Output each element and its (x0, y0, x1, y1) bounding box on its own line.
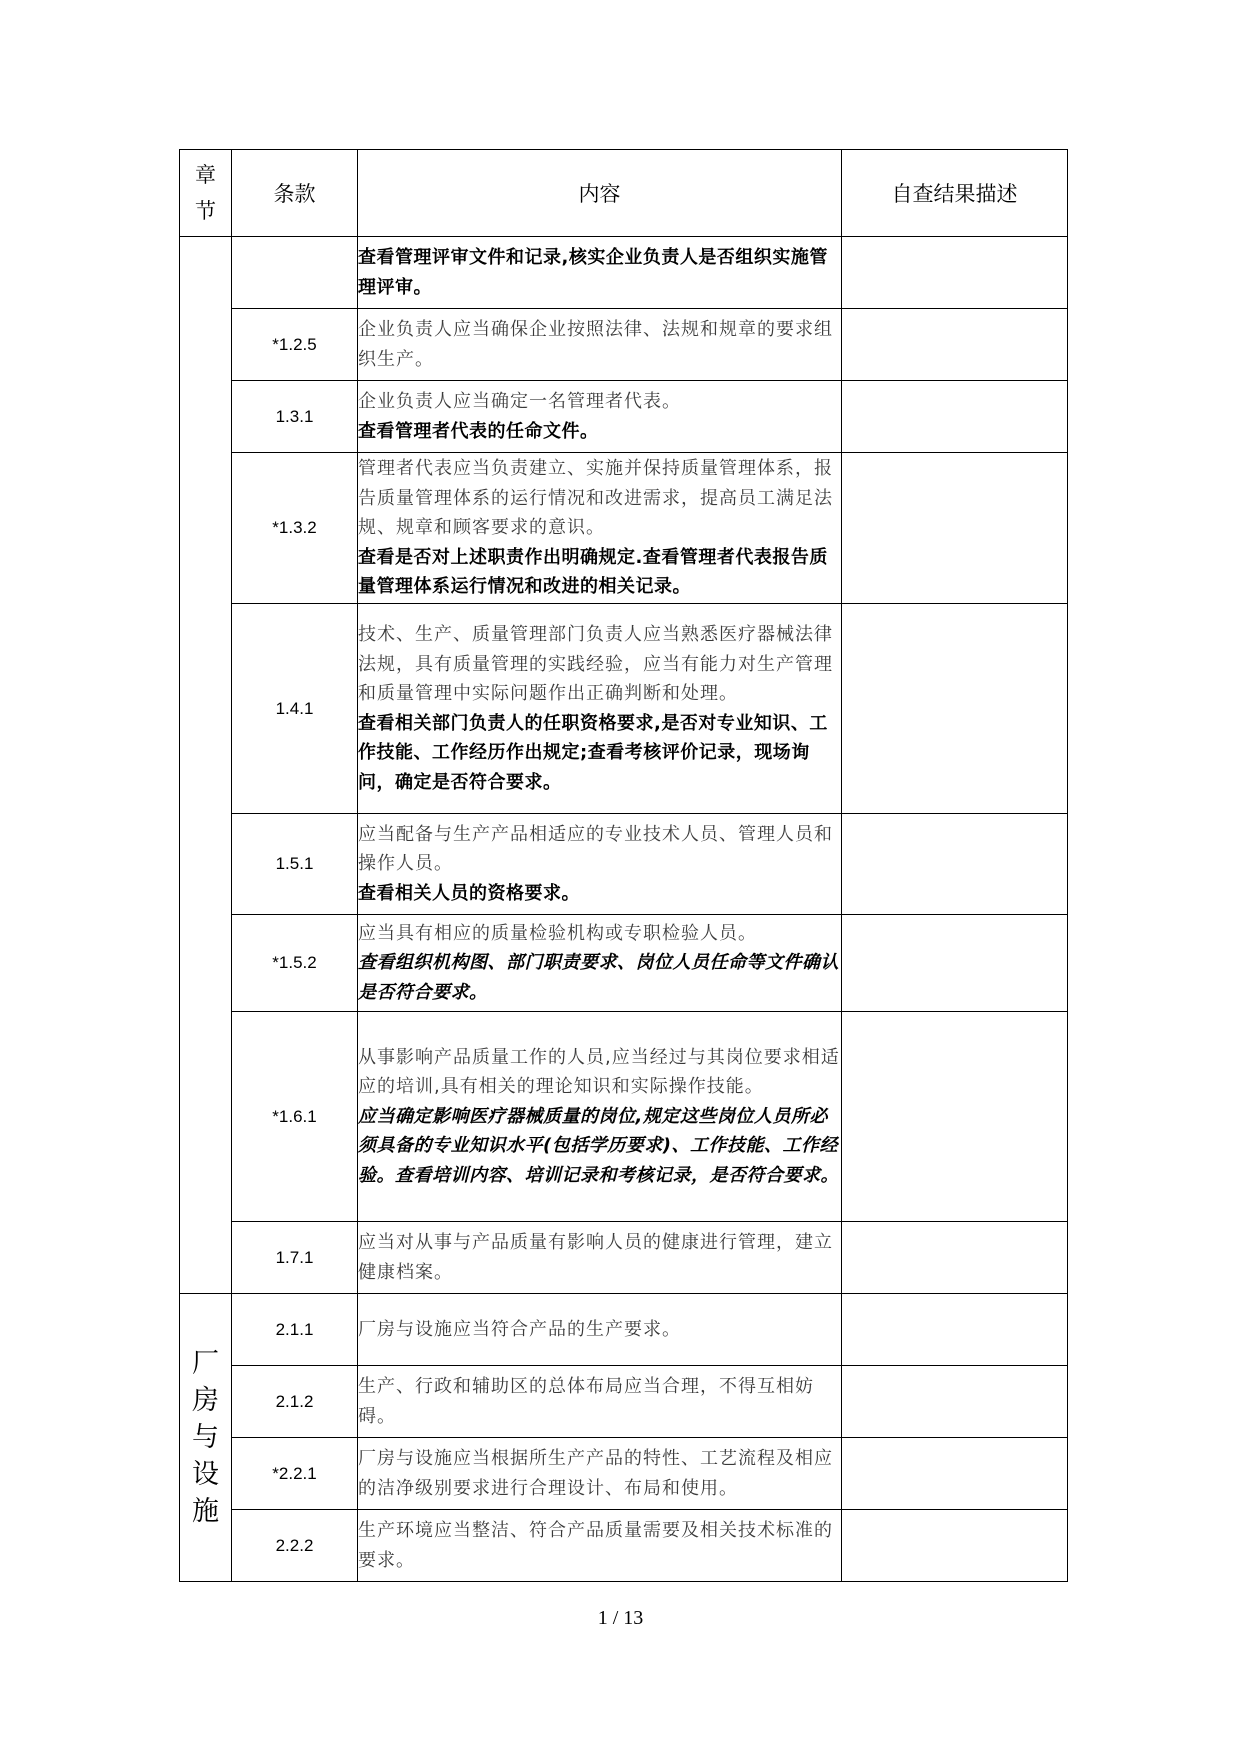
check-text: 应当确定影响医疗器械质量的岗位,规定这些岗位人员所必须具备的专业知识水平(包括学历要求)、工作技能、工作经验。查看培训内容、培训记录和考核记录，是否符合要求。 (358, 1105, 839, 1186)
result-cell[interactable] (842, 381, 1068, 453)
chapter-char: 与 (192, 1422, 219, 1453)
content-cell (358, 453, 842, 604)
header-clause: 条款 (232, 150, 358, 237)
content-cell (358, 1012, 842, 1222)
requirement-text: 企业负责人应当确定一名管理者代表。 (358, 391, 681, 412)
table-row (180, 237, 1068, 309)
chapter-char: 设 (192, 1459, 219, 1490)
table-row (180, 1294, 1068, 1366)
requirement-text: 应当对从事与产品质量有影响人员的健康进行管理，建立健康档案。 (358, 1232, 833, 1283)
clause-cell: 2.1.1 (232, 1294, 358, 1366)
clause-cell: *2.2.1 (232, 1438, 358, 1510)
content-cell (358, 381, 842, 453)
requirement-text: 应当具有相应的质量检验机构或专职检验人员。 (358, 922, 757, 944)
check-text: 查看相关人员的资格要求。 (358, 882, 580, 904)
table-row (180, 1510, 1068, 1582)
check-text: 查看是否对上述职责作出明确规定.查看管理者代表报告质量管理体系运行情况和改进的相关记录。 (358, 546, 828, 598)
content-cell (358, 604, 842, 814)
chapter-char: 厂 (192, 1348, 219, 1379)
content-cell (358, 814, 842, 915)
chapter-char: 施 (192, 1496, 219, 1527)
result-cell[interactable] (842, 1438, 1068, 1510)
table-row (180, 381, 1068, 453)
chapter-cell-facilities (180, 1294, 232, 1582)
header-chapter (180, 150, 232, 237)
requirement-text: 厂房与设施应当符合产品的生产要求。 (358, 1318, 681, 1340)
table-row (180, 1222, 1068, 1294)
content-cell (358, 237, 842, 309)
table-row (180, 814, 1068, 915)
result-cell[interactable] (842, 814, 1068, 915)
result-cell[interactable] (842, 1510, 1068, 1582)
result-cell[interactable] (842, 915, 1068, 1012)
table-row (180, 309, 1068, 381)
content-cell (358, 1510, 842, 1582)
result-cell[interactable] (842, 1294, 1068, 1366)
table-row (180, 1012, 1068, 1222)
chapter-cell-1 (180, 237, 232, 1294)
clause-cell: *1.2.5 (232, 309, 358, 381)
clause-cell: *1.5.2 (232, 915, 358, 1012)
clause-cell: 2.2.2 (232, 1510, 358, 1582)
check-text: 查看相关部门负责人的任职资格要求,是否对专业知识、工作技能、工作经历作出规定;查看考核评价记录，现场询问，确定是否符合要求。 (358, 712, 828, 793)
content-cell (358, 1294, 842, 1366)
requirement-text: 企业负责人应当确保企业按照法律、法规和规章的要求组织生产。 (358, 319, 833, 370)
table-row (180, 1438, 1068, 1510)
page-number: 1 / 13 (597, 1607, 644, 1629)
table-row (180, 915, 1068, 1012)
result-cell[interactable] (842, 237, 1068, 309)
result-cell[interactable] (842, 309, 1068, 381)
result-cell[interactable] (842, 1012, 1068, 1222)
chapter-char: 房 (192, 1385, 219, 1416)
result-cell[interactable] (842, 453, 1068, 604)
requirement-text: 生产、行政和辅助区的总体布局应当合理，不得互相妨碍。 (358, 1376, 814, 1427)
requirement-text: 技术、生产、质量管理部门负责人应当熟悉医疗器械法律法规，具有质量管理的实践经验，应当有能力对生产管理和质量管理中实际问题作出正确判断和处理。 (358, 624, 833, 704)
header-content: 内容 (358, 150, 842, 237)
requirement-text: 从事影响产品质量工作的人员,应当经过与其岗位要求相适应的培训,具有相关的理论知识和实际操作技能。 (358, 1046, 840, 1098)
table-row (180, 1366, 1068, 1438)
header-chapter-line1: 章 (195, 163, 216, 187)
table-header-row (180, 150, 1068, 237)
check-text: 查看管理者代表的任命文件。 (358, 420, 599, 442)
result-cell[interactable] (842, 1222, 1068, 1294)
requirement-text: 管理者代表应当负责建立、实施并保持质量管理体系，报告质量管理体系的运行情况和改进需求，提高员工满足法规、规章和顾客要求的意识。 (358, 458, 833, 539)
clause-cell: 1.5.1 (232, 814, 358, 915)
content-cell (358, 915, 842, 1012)
clause-cell: *1.3.2 (232, 453, 358, 604)
header-chapter-line2: 节 (195, 199, 216, 223)
content-cell (358, 309, 842, 381)
clause-cell: 1.7.1 (232, 1222, 358, 1294)
result-cell[interactable] (842, 1366, 1068, 1438)
check-text: 查看管理评审文件和记录,核实企业负责人是否组织实施管理评审。 (358, 247, 828, 298)
table-row (180, 604, 1068, 814)
content-cell (358, 1366, 842, 1438)
clause-cell: 2.1.2 (232, 1366, 358, 1438)
result-cell[interactable] (842, 604, 1068, 814)
clause-cell: 1.3.1 (232, 381, 358, 453)
content-cell (358, 1438, 842, 1510)
clause-cell: 1.4.1 (232, 604, 358, 814)
content-cell (358, 1222, 842, 1294)
self-check-table (179, 149, 1068, 1582)
clause-cell: *1.6.1 (232, 1012, 358, 1222)
check-text: 查看组织机构图、部门职责要求、岗位人员任命等文件确认是否符合要求。 (358, 952, 839, 1003)
clause-cell (232, 237, 358, 309)
requirement-text: 生产环境应当整洁、符合产品质量需要及相关技术标准的要求。 (358, 1520, 833, 1571)
table-row (180, 453, 1068, 604)
header-result: 自查结果描述 (842, 150, 1068, 237)
requirement-text: 应当配备与生产产品相适应的专业技术人员、管理人员和操作人员。 (358, 823, 833, 875)
requirement-text: 厂房与设施应当根据所生产产品的特性、工艺流程及相应的洁净级别要求进行合理设计、布局和使用。 (358, 1448, 833, 1499)
